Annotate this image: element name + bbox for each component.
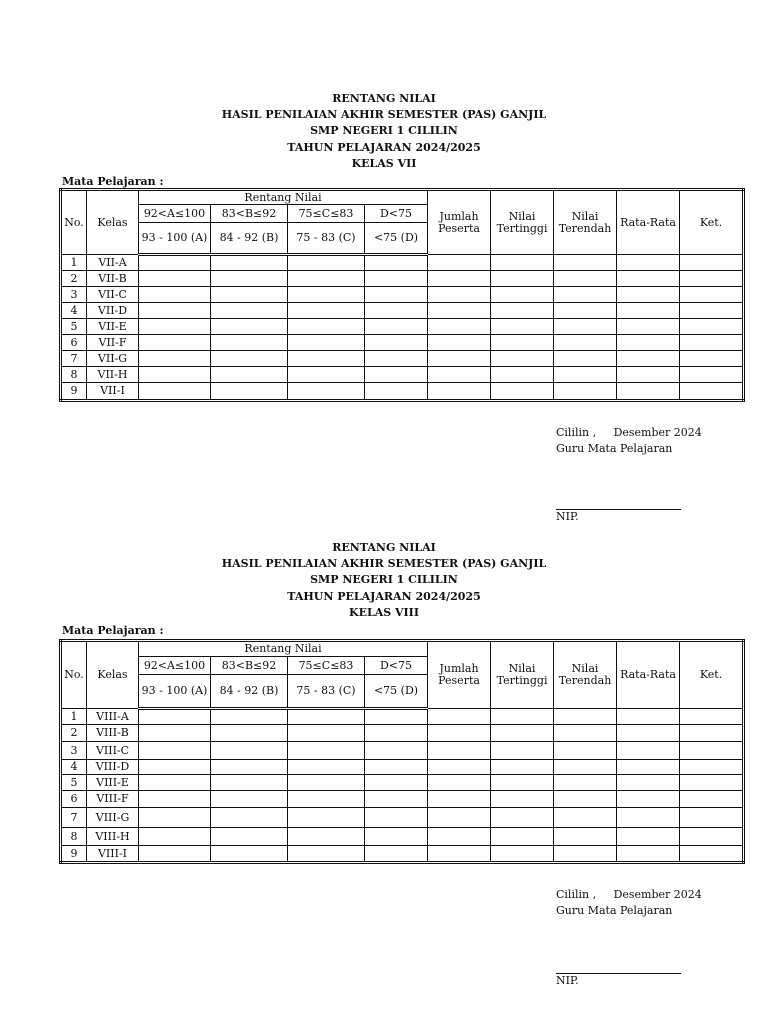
row-no: 8 [61,367,87,383]
row-no: 8 [61,828,87,846]
row-no: 5 [61,775,87,791]
row-kelas: VII-F [87,335,139,351]
school-name: SMP NEGERI 1 CILILIN [310,573,458,587]
header-nilai-tertinggi: Nilai Tertinggi [491,641,554,709]
header-jumlah-peserta: Jumlah Peserta [428,641,491,709]
range-c-condition: 75≤C≤83 [288,205,365,223]
row-no: 9 [61,846,87,863]
row-no: 5 [61,319,87,335]
row-kelas: VII-B [87,271,139,287]
header-rata-rata: Rata-Rata [617,190,680,255]
header-nilai-terendah: Nilai Terendah [554,190,617,255]
place-date: Cililin , Desember 2024 [556,426,702,439]
row-kelas: VII-G [87,351,139,367]
row-kelas: VIII-E [87,775,139,791]
class-level: KELAS VII [351,156,417,170]
header-nilai-tertinggi: Nilai Tertinggi [491,190,554,255]
range-b-condition: 83<B≤92 [211,657,288,675]
row-kelas: VII-D [87,303,139,319]
header-no: No. [61,641,87,709]
academic-year: TAHUN PELAJARAN 2024/2025 [287,589,481,603]
range-d-condition: D<75 [365,205,428,223]
table-row [61,367,744,383]
subject-label: Mata Pelajaran : [62,175,164,188]
row-no: 6 [61,335,87,351]
range-c-score: 75 - 83 (C) [288,223,365,255]
academic-year: TAHUN PELAJARAN 2024/2025 [287,140,481,154]
report-title: RENTANG NILAI [332,541,436,554]
table-row [61,383,744,401]
row-no: 6 [61,791,87,808]
header-jumlah-peserta: Jumlah Peserta [428,190,491,255]
header-no: No. [61,190,87,255]
table-row [61,351,744,367]
range-a-condition: 92<A≤100 [139,657,211,675]
report-title-block [0,540,768,621]
row-kelas: VII-C [87,287,139,303]
signature-block [556,425,702,457]
row-kelas: VIII-D [87,760,139,775]
table-row [61,271,744,287]
row-kelas: VII-E [87,319,139,335]
range-b-score: 84 - 92 (B) [211,223,288,255]
header-ket: Ket. [680,641,744,709]
table-row [61,287,744,303]
range-d-score: <75 (D) [365,675,428,709]
report-title-block [0,91,768,172]
row-no: 7 [61,351,87,367]
table-row [61,725,744,742]
subject-label: Mata Pelajaran : [62,624,164,637]
table-row [61,303,744,319]
row-kelas: VIII-B [87,725,139,742]
row-kelas: VIII-I [87,846,139,863]
range-d-score: <75 (D) [365,223,428,255]
table-row [61,319,744,335]
row-no: 4 [61,303,87,319]
row-no: 3 [61,742,87,760]
header-kelas: Kelas [87,641,139,709]
header-nilai-terendah: Nilai Terendah [554,641,617,709]
range-d-condition: D<75 [365,657,428,675]
report-title: RENTANG NILAI [332,92,436,105]
row-no: 2 [61,271,87,287]
range-c-score: 75 - 83 (C) [288,675,365,709]
row-no: 1 [61,709,87,725]
row-kelas: VIII-G [87,808,139,828]
table-row [61,742,744,760]
row-kelas: VIII-A [87,709,139,725]
signature-block [556,887,702,919]
range-c-condition: 75≤C≤83 [288,657,365,675]
row-no: 9 [61,383,87,401]
table-row [61,791,744,808]
range-b-condition: 83<B≤92 [211,205,288,223]
signer-role: Guru Mata Pelajaran [556,442,673,456]
header-rentang-nilai: Rentang Nilai [139,190,428,205]
grade-range-table [59,188,745,402]
row-no: 2 [61,725,87,742]
table-row [61,808,744,828]
row-kelas: VII-A [87,255,139,271]
table-row [61,709,744,725]
row-kelas: VIII-C [87,742,139,760]
report-subtitle: HASIL PENILAIAN AKHIR SEMESTER (PAS) GANJIL [221,108,547,122]
header-rata-rata: Rata-Rata [617,641,680,709]
row-no: 3 [61,287,87,303]
grade-range-table [59,639,745,864]
range-b-score: 84 - 92 (B) [211,675,288,709]
range-a-score: 93 - 100 (A) [139,675,211,709]
table-row [61,775,744,791]
range-a-score: 93 - 100 (A) [139,223,211,255]
table-row [61,335,744,351]
row-no: 7 [61,808,87,828]
row-no: 1 [61,255,87,271]
row-kelas: VIII-H [87,828,139,846]
place-date: Cililin , Desember 2024 [556,888,702,901]
signer-role: Guru Mata Pelajaran [556,904,673,918]
row-no: 4 [61,760,87,775]
school-name: SMP NEGERI 1 CILILIN [310,124,458,138]
row-kelas: VII-I [87,383,139,401]
table-row [61,846,744,863]
table-row [61,760,744,775]
range-a-condition: 92<A≤100 [139,205,211,223]
row-kelas: VII-H [87,367,139,383]
report-subtitle: HASIL PENILAIAN AKHIR SEMESTER (PAS) GANJIL [221,557,547,571]
nip-label: NIP. [556,510,579,523]
class-level: KELAS VIII [349,605,419,619]
row-kelas: VIII-F [87,791,139,808]
header-rentang-nilai: Rentang Nilai [139,641,428,657]
header-kelas: Kelas [87,190,139,255]
nip-label: NIP. [556,974,579,987]
table-row [61,255,744,271]
table-row [61,828,744,846]
header-ket: Ket. [680,190,744,255]
